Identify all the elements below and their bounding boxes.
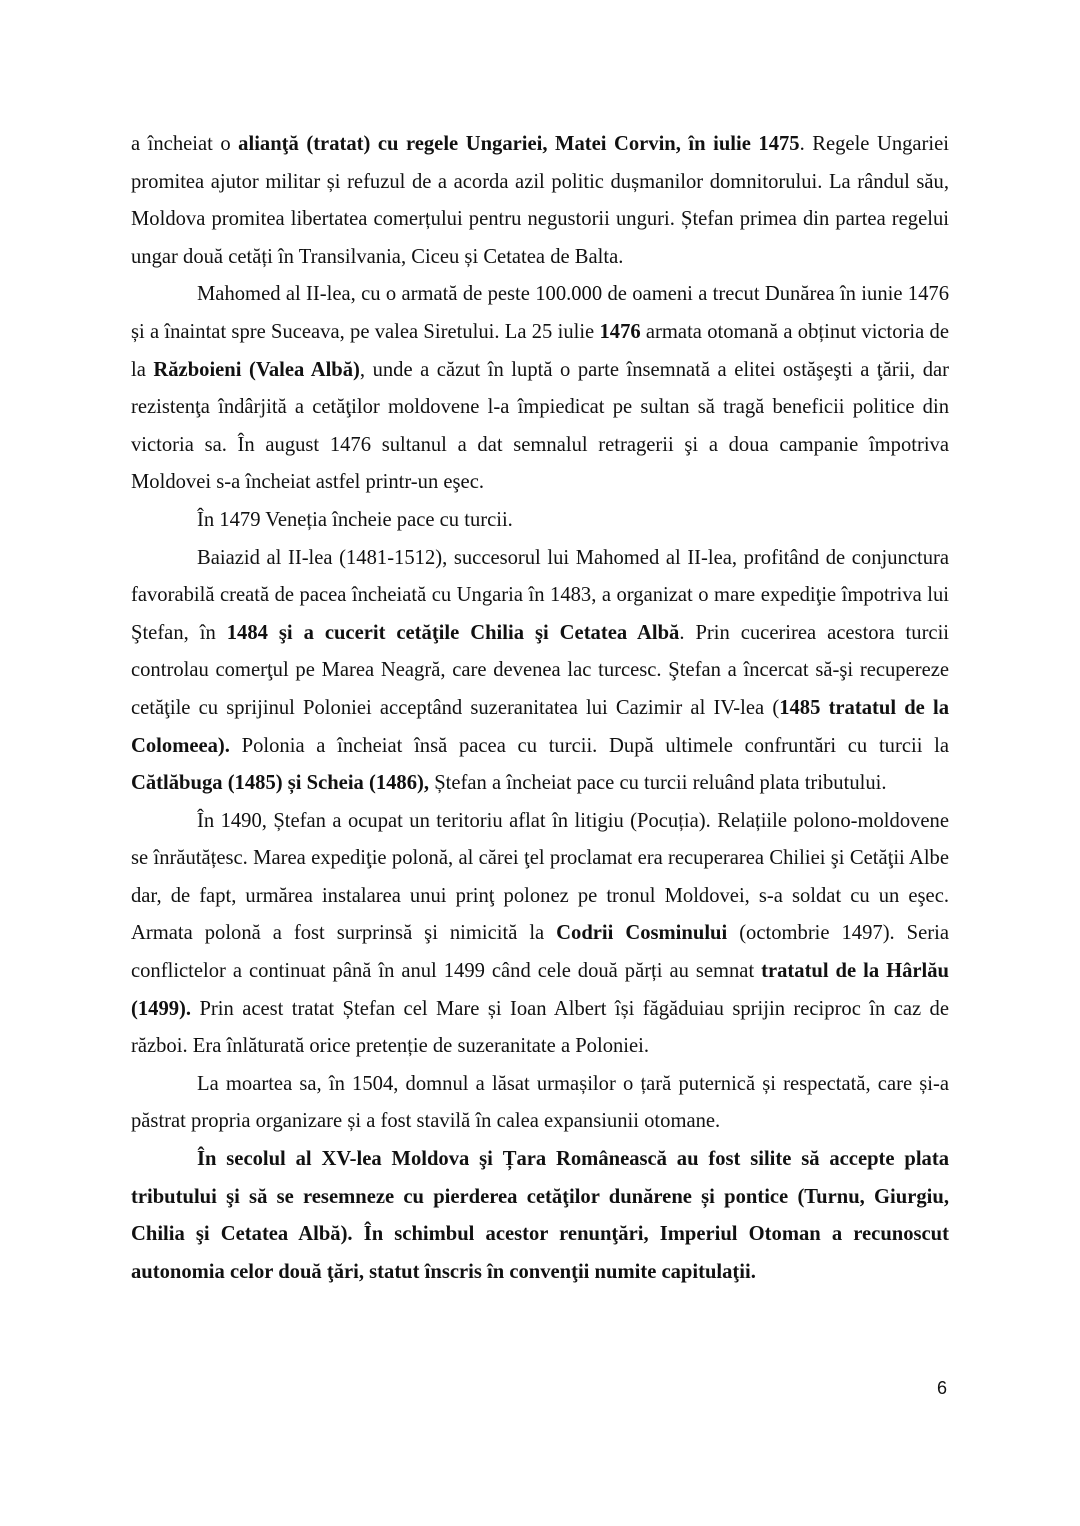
- text-segment: Baiazid al II-lea (1481-1512), succesorul lui Mahomed al II-lea, profitând de conjunctura favorabilă creată de pacea încheiată cu Ungaria în 1483, a organizat o mare expediţie împotriva lui Ştefan, în: [131, 546, 949, 644]
- text-segment: Mahomed al II-lea, cu o armată de peste 100.000 de oameni a trecut Dunărea în iunie 1476 și a înaintat spre Suceava, pe valea Siretului. La 25 iulie: [131, 283, 949, 343]
- paragraph-death-1504: [131, 1066, 949, 1141]
- text-segment: În 1479 Veneția încheie pace cu turcii.: [197, 508, 513, 531]
- text-segment: În 1490, Ștefan a ocupat un teritoriu aflat în litigiu (Pocuția). Relațiile polono-moldovene se înrăutățesc. Marea expediţie polonă, al cărei ţel proclamat era recuperarea Chiliei şi Cetăţii Albe dar, de fapt, urmărea instalarea unui prinţ polonez pe tronul Moldovei, s-a soldat cu un eşec. Armata polonă a fost surprinsă şi nimicită la: [131, 809, 949, 945]
- paragraph-mahomed-campaign: [131, 276, 949, 502]
- page-number: 6: [937, 1378, 948, 1398]
- text-segment: . Regele Ungariei promitea ajutor militar și refuzul de a acorda azil politic dușmanilor domnitorului. La rândul său, Moldova promitea libertatea comerțului pentru negustorii unguri. Ștefan primea din partea regelui ungar două cetăți în Transilvania, Ciceu și Cetatea de Balta.: [131, 133, 949, 268]
- text-segment: . Prin cucerirea acestora turcii controlau comerţul pe Marea Neagră, care devenea lac turcesc. Ştefan a încercat să-şi recupereze cetăţile cu sprijinul Poloniei acceptând suzeranitatea lui Cazimir al IV-lea (: [131, 621, 950, 719]
- bold-segment: Războieni (Valea Albă): [153, 358, 360, 381]
- paragraph-baiazid-campaign: [131, 540, 949, 803]
- text-segment: Ștefan a încheiat pace cu turcii reluând plata tributului.: [429, 772, 887, 795]
- document-page-body: [131, 126, 949, 1291]
- text-segment: a încheiat o: [131, 133, 239, 155]
- bold-segment: Codrii Cosminului: [556, 922, 728, 945]
- text-segment: , unde a căzut în luptă o parte însemnată a elitei ostăşeşti a ţării, dar rezistenţa îndârjită a cetăţilor moldovene l-a împiedicat pe sultan să tragă beneficii politice din victoria sa. În august 1476 sultanul a dat semnalul retragerii şi a doua campanie împotriva Moldovei s-a încheiat astfel printr-un eşec.: [131, 358, 949, 494]
- text-segment: (octombrie 1497). Seria conflictelor a continuat până în anul 1499 când cele două părți au semnat: [131, 922, 949, 983]
- text-segment: Prin acest tratat Ștefan cel Mare și Ioan Albert își făgăduiau sprijin reciproc în caz de război. Era înlăturată orice pretenție de suzeranitate a Poloniei.: [131, 997, 949, 1058]
- text-segment: Polonia a încheiat însă pacea cu turcii. După ultimele confruntări cu turcii la: [229, 734, 949, 757]
- paragraph-alliance-hungary: [131, 126, 949, 276]
- paragraph-polish-relations: [131, 803, 949, 1066]
- paragraph-conclusion-xv-century: [131, 1141, 949, 1291]
- bold-segment: 1476: [599, 320, 641, 343]
- bold-segment: Cătlăbuga (1485) și Scheia (1486),: [131, 772, 430, 795]
- bold-segment: 1485 tratatul de la Colomeea).: [131, 696, 950, 757]
- bold-segment: tratatul de la Hârlău (1499).: [131, 960, 949, 1020]
- bold-segment: În secolul al XV-lea Moldova şi Țara Românească au fost silite să accepte plata tributului şi să se resemneze cu pierderea cetăţilor dunărene și pontice (Turnu, Giurgiu, Chilia şi Cetatea Albă). În schimbul acestor renunţări, Imperiul Otoman a recunoscut autonomia celor două ţări, statut înscris în convenţii numite capitulaţii.: [131, 1148, 949, 1283]
- text-segment: armata otomană a obținut victoria de la: [131, 320, 949, 381]
- text-segment: La moartea sa, în 1504, domnul a lăsat urmașilor o țară puternică și respectată, care și-a păstrat propria organizare și a fost stavilă în calea expansiunii otomane.: [131, 1072, 949, 1133]
- bold-segment: 1484 şi a cucerit cetăţile Chilia şi Cetatea Albă: [226, 621, 680, 644]
- bold-segment: alianţă (tratat) cu regele Ungariei, Matei Corvin, în iulie 1475: [238, 133, 800, 155]
- paragraph-venice-peace: [131, 502, 949, 540]
